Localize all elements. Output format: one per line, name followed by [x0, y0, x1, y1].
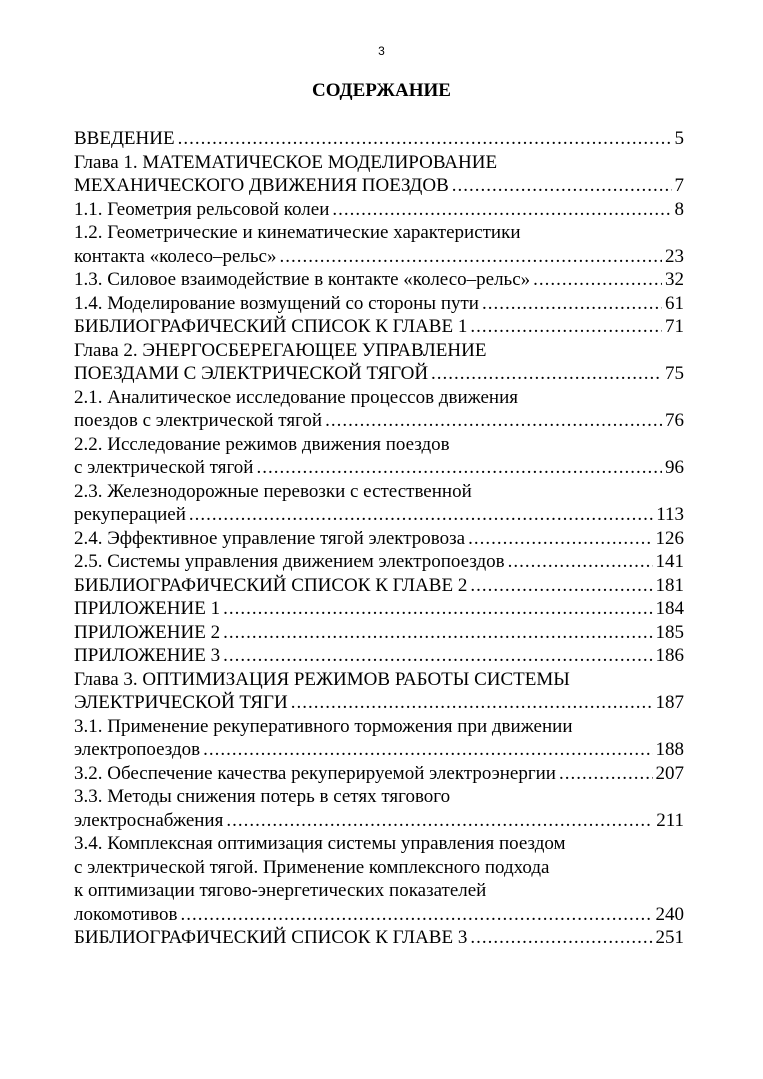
- dot-leader: [452, 174, 672, 198]
- toc-entry-final-line: [74, 691, 684, 715]
- toc-entry-final-line: [74, 644, 684, 668]
- toc-entry-title: БИБЛИОГРАФИЧЕСКИЙ СПИСОК К ГЛАВЕ 1: [74, 316, 468, 337]
- toc-page-number: 76: [665, 410, 684, 431]
- dot-leader: [470, 315, 662, 339]
- dot-leader: [223, 644, 652, 668]
- toc-entry-final-line: [74, 174, 684, 198]
- toc-entry-title: ПРИЛОЖЕНИЕ 2: [74, 621, 221, 643]
- toc-entry-final-line: [74, 198, 684, 222]
- toc-entry-final-line: [74, 127, 684, 151]
- toc-entry-title: контакта «колесо–рельс»: [74, 245, 277, 267]
- dot-leader: [189, 503, 653, 527]
- toc-entry-text-line: 1.2. Геометрические и кинематические характеристики: [74, 222, 521, 243]
- toc-entry-final-line: [74, 362, 684, 386]
- dot-leader: [178, 127, 672, 151]
- toc-entry: [74, 926, 684, 950]
- dot-leader: [508, 550, 653, 574]
- toc-entry-title: электроснабжения: [74, 809, 224, 831]
- toc-entry: [74, 268, 684, 292]
- dot-leader: [482, 292, 662, 316]
- dot-leader: [332, 198, 671, 222]
- dot-leader: [279, 245, 662, 269]
- toc-entry-title: электропоездов: [74, 739, 201, 760]
- toc-entry-title: 1.1. Геометрия рельсовой колеи: [74, 198, 330, 220]
- toc-entry-title: ЭЛЕКТРИЧЕСКОЙ ТЯГИ: [74, 692, 288, 713]
- toc-page-number: 207: [655, 762, 684, 784]
- toc-entry: [74, 785, 684, 832]
- dot-leader: [325, 409, 662, 433]
- toc-page-number: 187: [655, 692, 684, 713]
- dot-leader: [533, 268, 662, 292]
- toc-entry: [74, 550, 684, 574]
- toc-entry-final-line: [74, 574, 684, 598]
- toc-entry-title: БИБЛИОГРАФИЧЕСКИЙ СПИСОК К ГЛАВЕ 2: [74, 574, 468, 596]
- toc-entry-final-line: [74, 550, 684, 574]
- toc-entry-text-line: к оптимизации тягово-энергетических показателей: [74, 880, 487, 901]
- toc-entry-title: ПРИЛОЖЕНИЕ 1: [74, 598, 221, 619]
- toc-entry: [74, 762, 684, 786]
- toc-entry-title: ВВЕДЕНИЕ: [74, 128, 175, 149]
- toc-page-number: 141: [655, 551, 684, 572]
- dot-leader: [223, 597, 652, 621]
- table-of-contents: [74, 127, 684, 950]
- toc-entry-final-line: [74, 268, 684, 292]
- toc-entry: [74, 386, 684, 433]
- toc-entry-title: с электрической тягой: [74, 457, 254, 478]
- toc-entry-text-line: Глава 1. МАТЕМАТИЧЕСКОЕ МОДЕЛИРОВАНИЕ: [74, 151, 498, 173]
- toc-entry: [74, 292, 684, 316]
- toc-entry-title: ПРИЛОЖЕНИЕ 3: [74, 645, 221, 666]
- toc-page-number: 71: [665, 316, 684, 337]
- toc-entry: [74, 527, 684, 551]
- toc-entry-title: ПОЕЗДАМИ С ЭЛЕКТРИЧЕСКОЙ ТЯГОЙ: [74, 363, 429, 384]
- toc-page-number: 32: [665, 269, 684, 290]
- toc-entry-final-line: [74, 809, 684, 833]
- toc-entry-final-line: [74, 738, 684, 762]
- toc-page-number: 251: [655, 927, 684, 948]
- dot-leader: [203, 738, 652, 762]
- toc-entry-title: 3.2. Обеспечение качества рекуперируемой электроэнергии: [74, 762, 556, 784]
- dot-leader: [559, 762, 653, 786]
- toc-entry-text-line: 2.2. Исследование режимов движения поездов: [74, 433, 450, 455]
- toc-page-number: 185: [655, 621, 684, 643]
- toc-page-number: 113: [656, 504, 684, 525]
- toc-page-number: 181: [655, 574, 684, 596]
- toc-entry: [74, 127, 684, 151]
- toc-entry-final-line: [74, 456, 684, 480]
- toc-entry-title: МЕХАНИЧЕСКОГО ДВИЖЕНИЯ ПОЕЗДОВ: [74, 175, 449, 196]
- toc-entry-text-line: Глава 2. ЭНЕРГОСБЕРЕГАЮЩЕЕ УПРАВЛЕНИЕ: [74, 339, 487, 361]
- toc-entry-final-line: [74, 762, 684, 786]
- toc-entry: [74, 715, 684, 762]
- toc-page-number: 7: [674, 175, 684, 196]
- toc-entry-final-line: [74, 621, 684, 645]
- toc-entry-text-line: 2.1. Аналитическое исследование процессов движения: [74, 386, 518, 408]
- dot-leader: [468, 527, 652, 551]
- toc-page-number: 8: [674, 198, 684, 220]
- toc-entry-title: локомотивов: [74, 903, 178, 925]
- page-number: 3: [378, 44, 385, 58]
- toc-entry-final-line: [74, 292, 684, 316]
- toc-page-number: 186: [655, 645, 684, 666]
- toc-entry-final-line: [74, 503, 684, 527]
- toc-page-number: 188: [655, 739, 684, 760]
- toc-entry-final-line: [74, 409, 684, 433]
- toc-entry: [74, 574, 684, 598]
- toc-entry-text-line: 2.3. Железнодорожные перевозки с естественной: [74, 480, 472, 502]
- toc-entry-text-line: 3.3. Методы снижения потерь в сетях тягового: [74, 786, 451, 807]
- toc-page-number: 96: [665, 457, 684, 478]
- dot-leader: [223, 621, 652, 645]
- dot-leader: [470, 574, 652, 598]
- toc-entry-title: рекуперацией: [74, 504, 186, 525]
- toc-entry: [74, 198, 684, 222]
- toc-entry: [74, 832, 684, 926]
- toc-entry: [74, 151, 684, 198]
- toc-page-number: 126: [655, 527, 684, 549]
- toc-entry: [74, 597, 684, 621]
- toc-entry-title: 2.4. Эффективное управление тягой электровоза: [74, 527, 466, 549]
- toc-entry-final-line: [74, 245, 684, 269]
- toc-entry-title: 1.3. Силовое взаимодействие в контакте «колесо–рельс»: [74, 269, 531, 290]
- toc-entry: [74, 339, 684, 386]
- toc-entry-final-line: [74, 926, 684, 950]
- toc-entry-title: 2.5. Системы управления движением электропоездов: [74, 551, 505, 572]
- toc-entry-final-line: [74, 315, 684, 339]
- dot-leader: [256, 456, 662, 480]
- toc-entry-final-line: [74, 903, 684, 927]
- toc-page-number: 75: [665, 363, 684, 384]
- dot-leader: [470, 926, 652, 950]
- toc-entry-text-line: Глава 3. ОПТИМИЗАЦИЯ РЕЖИМОВ РАБОТЫ СИСТЕМЫ: [74, 668, 570, 690]
- dot-leader: [226, 809, 653, 833]
- toc-entry-text-line: 3.1. Применение рекуперативного торможения при движении: [74, 715, 573, 737]
- dot-leader: [180, 903, 652, 927]
- toc-entry-text-line: 3.4. Комплексная оптимизация системы управления поездом: [74, 833, 566, 854]
- toc-page-number: 61: [665, 292, 684, 314]
- toc-entry: [74, 480, 684, 527]
- toc-entry-title: 1.4. Моделирование возмущений со стороны пути: [74, 292, 479, 314]
- dot-leader: [291, 691, 653, 715]
- toc-entry: [74, 644, 684, 668]
- toc-entry: [74, 433, 684, 480]
- toc-page-number: 211: [656, 809, 684, 831]
- toc-page-number: 184: [655, 598, 684, 619]
- toc-page-number: 5: [674, 128, 684, 149]
- toc-entry: [74, 621, 684, 645]
- dot-leader: [431, 362, 662, 386]
- toc-page-number: 23: [665, 245, 684, 267]
- page-title: СОДЕРЖАНИЕ: [312, 80, 451, 101]
- toc-entry-final-line: [74, 527, 684, 551]
- toc-entry: [74, 221, 684, 268]
- toc-entry: [74, 315, 684, 339]
- toc-page-number: 240: [655, 903, 684, 925]
- toc-entry: [74, 668, 684, 715]
- toc-entry-text-line: с электрической тягой. Применение комплексного подхода: [74, 856, 550, 878]
- toc-entry-final-line: [74, 597, 684, 621]
- toc-entry-title: поездов с электрической тягой: [74, 410, 323, 431]
- toc-entry-title: БИБЛИОГРАФИЧЕСКИЙ СПИСОК К ГЛАВЕ 3: [74, 927, 468, 948]
